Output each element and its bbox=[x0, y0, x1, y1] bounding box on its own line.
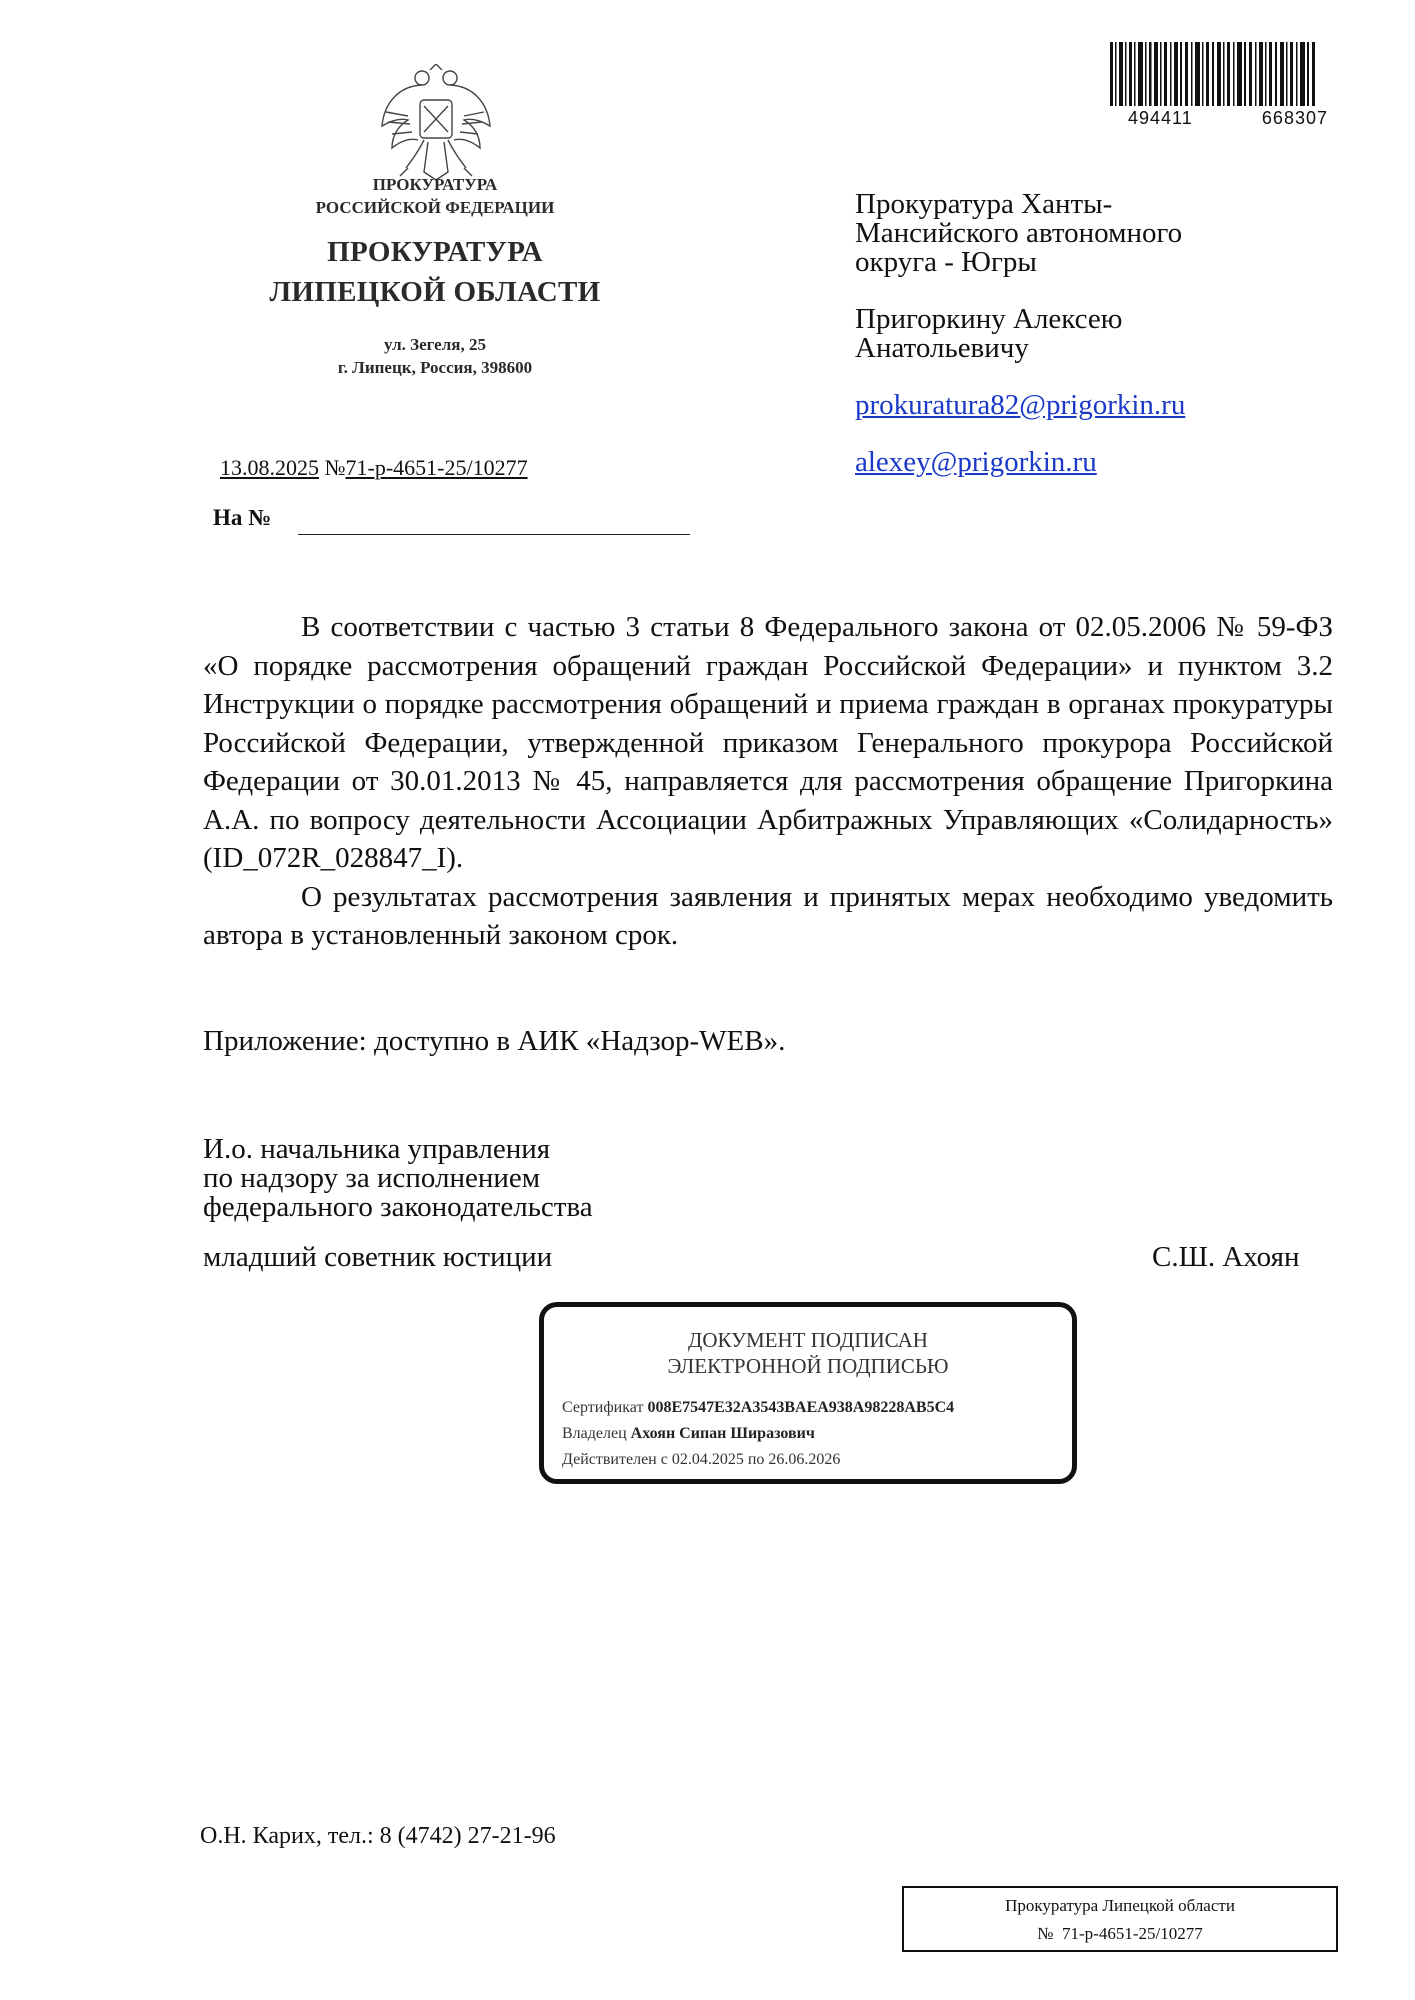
stamp-valid-to: 26.06.2026 bbox=[768, 1451, 841, 1468]
sender-address-line1: ул. Зегеля, 25 bbox=[384, 335, 486, 354]
stamp-valid-label: Действителен с bbox=[562, 1451, 668, 1468]
signatory-name: С.Ш. Ахоян bbox=[1152, 1241, 1300, 1273]
stamp-cert-value: 008E7547E32A3543BAEA938A98228AB5C4 bbox=[647, 1399, 955, 1416]
stamp-owner bbox=[562, 1425, 815, 1443]
recipient-email-link-2[interactable]: alexey@prigorkin.ru bbox=[855, 446, 1097, 478]
recipient-org-line1: Прокуратура Ханты- bbox=[855, 188, 1113, 220]
signatory-position-line1: И.о. начальника управления bbox=[203, 1133, 551, 1165]
regbox-org: Прокуратура Липецкой области bbox=[1005, 1896, 1235, 1915]
recipient-person-line1: Пригоркину Алексею bbox=[855, 303, 1123, 335]
sender-org-name-line2: ЛИПЕЦКОЙ ОБЛАСТИ bbox=[269, 276, 601, 308]
body-paragraph-2: О результатах рассмотрения заявления и принятых мерах необходимо уведомить автора в установленный законом срок. bbox=[203, 880, 1333, 951]
recipient-org-line2: Мансийского автономного bbox=[855, 217, 1183, 249]
recipient-person-line2: Анатольевичу bbox=[855, 332, 1029, 364]
attachment-note: Приложение: доступно в АИК «Надзор-WEB». bbox=[203, 1025, 786, 1057]
barcode-number-right: 668307 bbox=[1261, 108, 1328, 128]
stamp-valid-from: 02.04.2025 bbox=[671, 1451, 744, 1468]
signatory-position-line2: по надзору за исполнением bbox=[203, 1162, 541, 1194]
regbox-number: 71-р-4651-25/10277 bbox=[1062, 1924, 1203, 1943]
recipient-block bbox=[855, 190, 1355, 477]
sender-org-name-line1: ПРОКУРАТУРА bbox=[327, 236, 543, 268]
registration-line bbox=[220, 454, 528, 482]
stamp-validity bbox=[562, 1451, 840, 1469]
sender-parent-org-line2: РОССИЙСКОЙ ФЕДЕРАЦИИ bbox=[315, 198, 555, 217]
registration-number: 71-р-4651-25/10277 bbox=[345, 455, 528, 480]
regbox-number-line bbox=[904, 1920, 1336, 1948]
reply-to-label: На № bbox=[213, 505, 272, 530]
recipient-org-line3: округа - Югры bbox=[855, 246, 1037, 278]
signatory-position-line3: федерального законодательства bbox=[203, 1191, 593, 1223]
signatory-position bbox=[203, 1135, 593, 1222]
barcode-number-left: 494411 bbox=[1128, 108, 1193, 128]
barcode-graphic bbox=[1110, 42, 1320, 114]
sender-address-line2: г. Липецк, Россия, 398600 bbox=[337, 358, 533, 377]
stamp-title-line1: ДОКУМЕНТ ПОДПИСАН bbox=[688, 1328, 928, 1352]
stamp-valid-to-label: по bbox=[747, 1451, 765, 1468]
stamp-certificate bbox=[562, 1399, 954, 1417]
stamp-title-line2: ЭЛЕКТРОННОЙ ПОДПИСЬЮ bbox=[667, 1354, 949, 1378]
stamp-owner-label: Владелец bbox=[562, 1425, 627, 1442]
coat-of-arms-emblem bbox=[378, 64, 494, 184]
letter-body bbox=[203, 608, 1333, 955]
barcode-number bbox=[1128, 108, 1328, 129]
reply-to-blank-line bbox=[298, 534, 690, 535]
stamp-owner-value: Ахоян Сипан Ширазович bbox=[630, 1425, 815, 1442]
regbox-no-sign: № bbox=[1037, 1924, 1054, 1943]
body-paragraph-1: В соответствии с частью 3 статьи 8 Федерального закона от 02.05.2006 № 59-ФЗ «О порядке рассмотрения обращений граждан Российской Федерации» и пунктом 3.2 Инструкции о порядке рассмотрения обращений и приема граждан в органах прокуратуры Российской Федерации, утвержденной приказом Генерального прокурора Российской Федерации от 30.01.2013 № 45, направляется для рассмотрения обращение Пригоркина А.А. по вопросу деятельности Ассоциации Арбитражных Управляющих «Солидарность» (ID_072R_028847_I). bbox=[203, 611, 1333, 874]
recipient-email-link-1[interactable]: prokuratura82@prigorkin.ru bbox=[855, 389, 1186, 421]
executor-contact: О.Н. Карих, тел.: 8 (4742) 27-21-96 bbox=[200, 1823, 556, 1849]
e-signature-stamp bbox=[539, 1302, 1077, 1484]
stamp-cert-label: Сертификат bbox=[562, 1399, 644, 1416]
sender-parent-org-line1: ПРОКУРАТУРА bbox=[372, 175, 498, 194]
registration-no-sign: № bbox=[324, 455, 346, 480]
signatory-rank: младший советник юстиции bbox=[203, 1241, 553, 1273]
registration-date: 13.08.2025 bbox=[220, 455, 319, 480]
registration-box bbox=[902, 1886, 1338, 1952]
